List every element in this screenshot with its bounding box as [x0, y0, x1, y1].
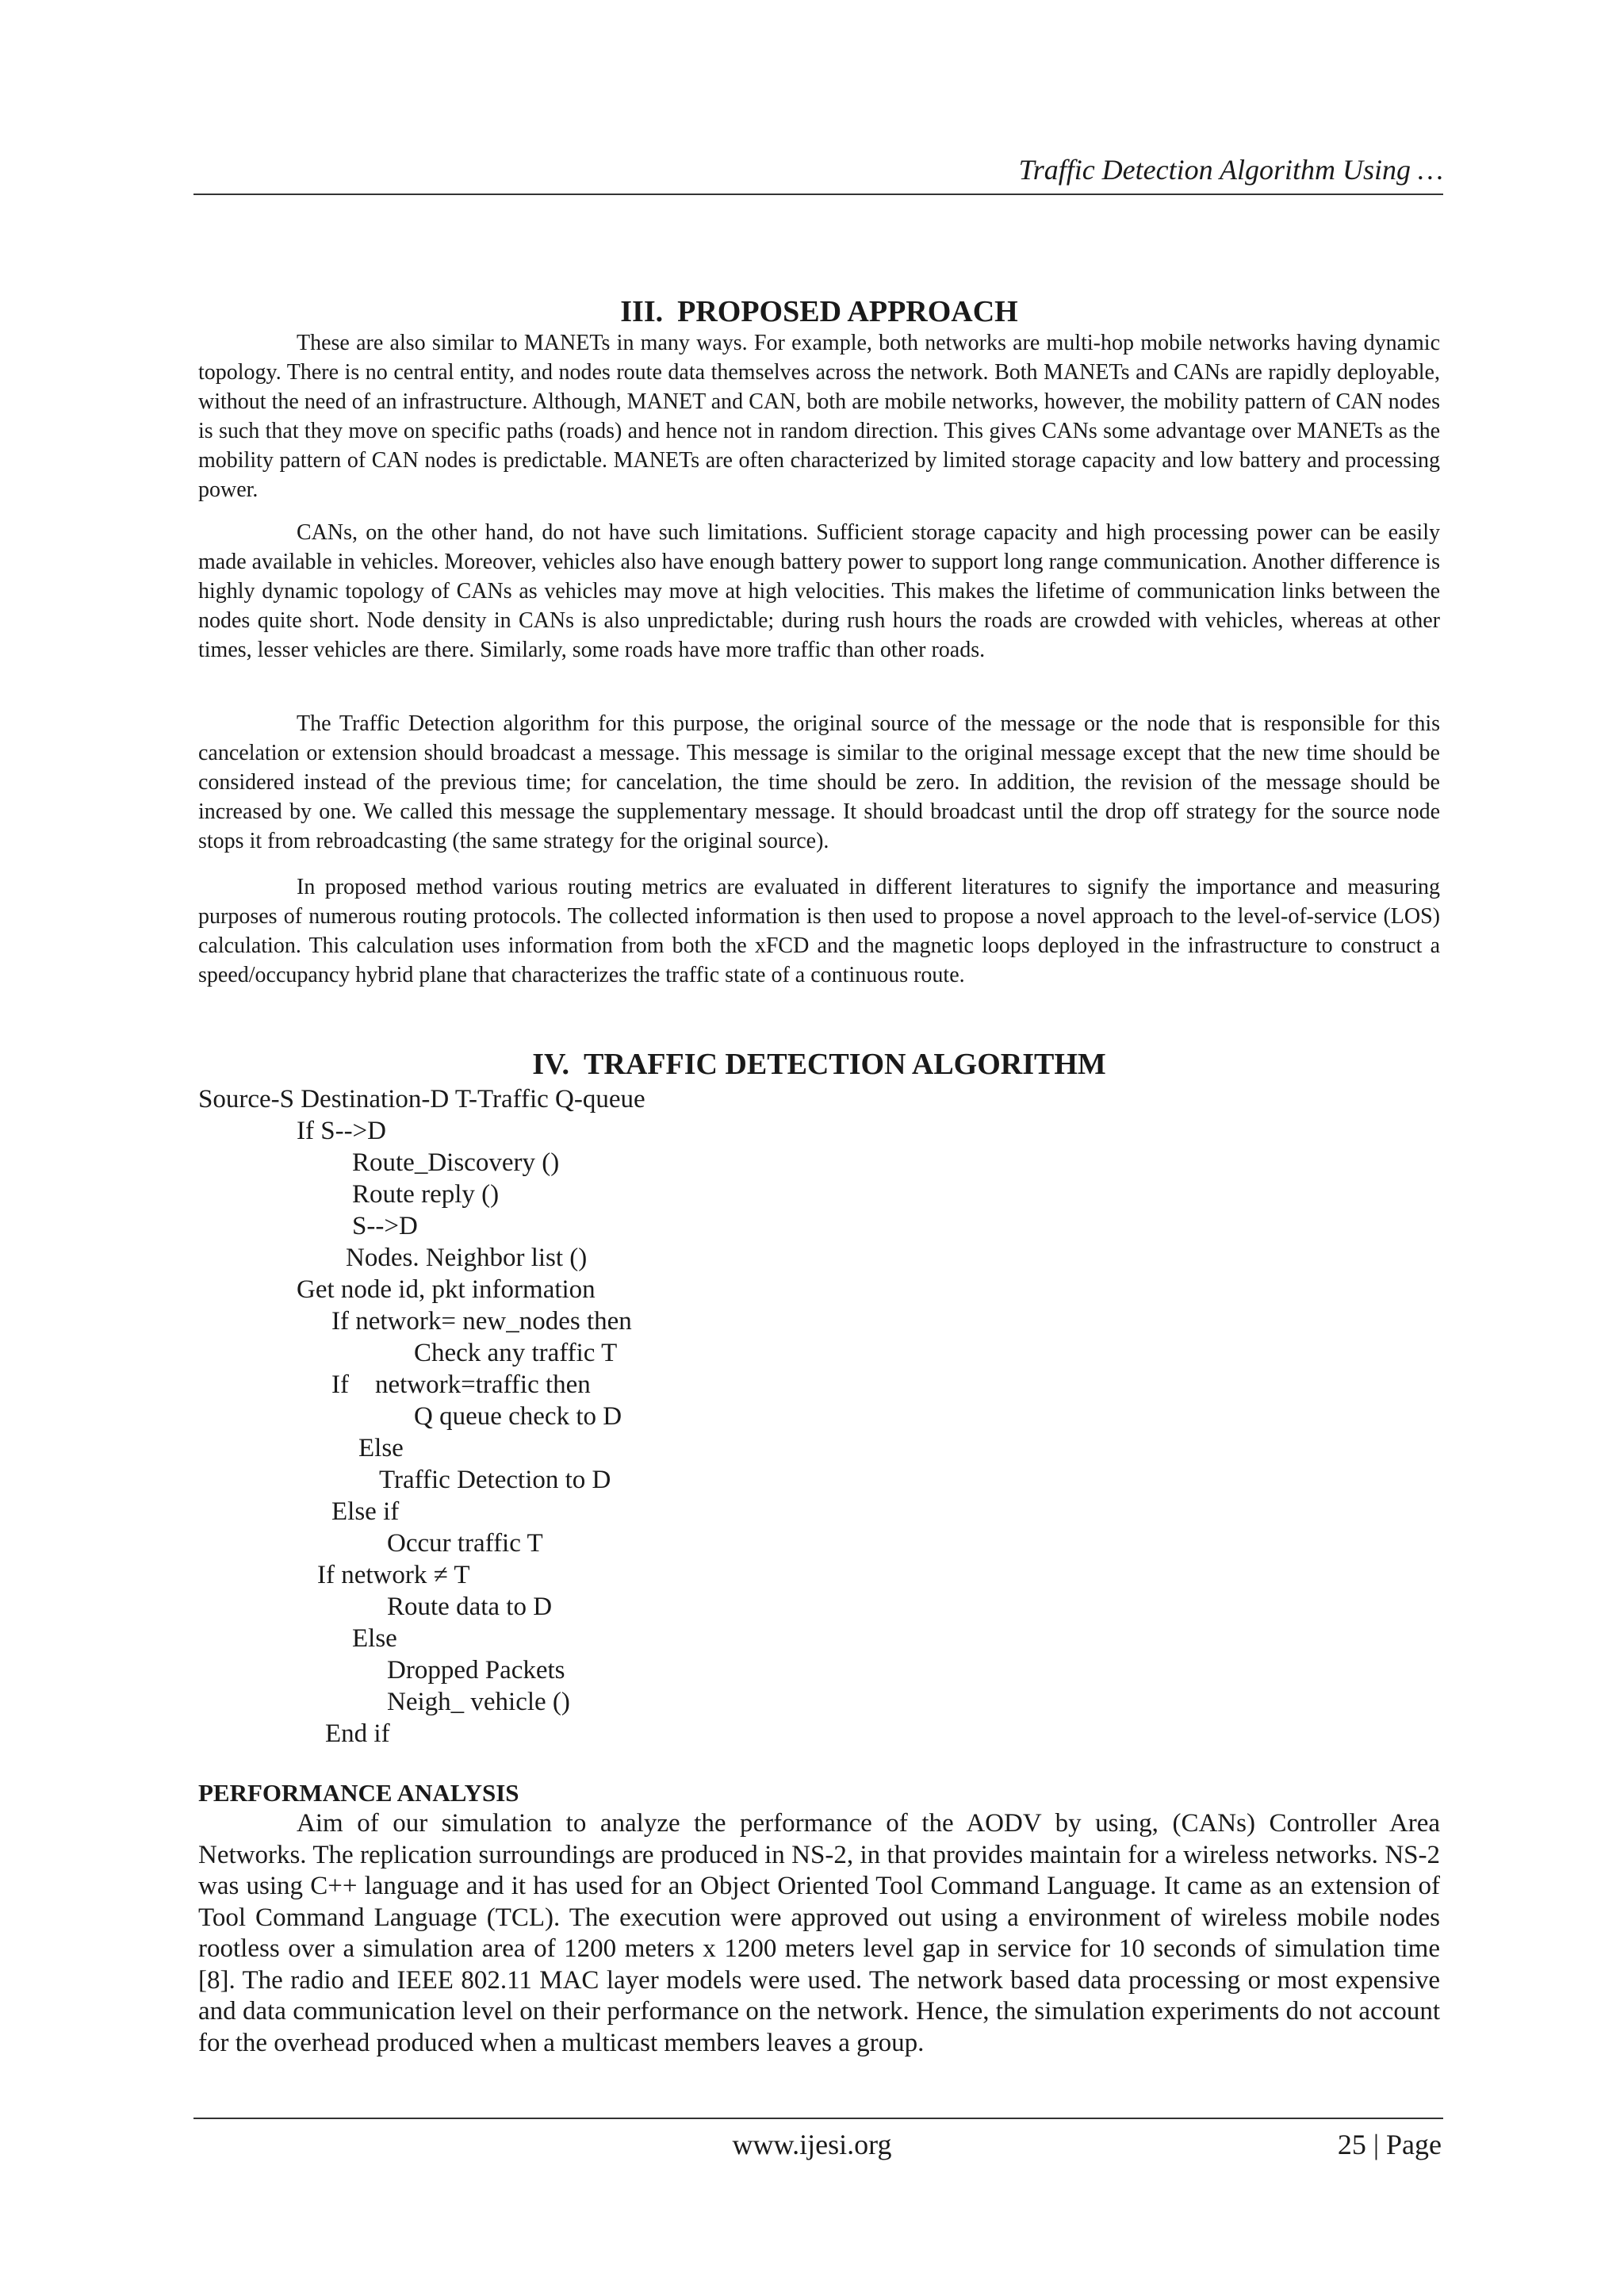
performance-analysis-heading: PERFORMANCE ANALYSIS [198, 1779, 519, 1807]
algorithm-line: If network= new_nodes then [331, 1307, 632, 1336]
algorithm-line: Q queue check to D [414, 1402, 622, 1431]
algorithm-line: Route data to D [387, 1593, 553, 1621]
footer-page-number: 25 | Page [1337, 2129, 1442, 2160]
section-4-title: TRAFFIC DETECTION ALGORITHM [584, 1048, 1106, 1081]
section-3-paragraph-3: The Traffic Detection algorithm for this purpose, the original source of the message or the node that is responsible for this cancelation or extension should broadcast a message. This message is similar to the original message except that the new time should be considered instead of the previous time; for cancelation, the time should be zero. In addition, the revision of the message should be increased by one. We called this message the supplementary message. It should broadcast until the drop off strategy for the source node stops it from rebroadcasting (the same strategy for the original source). [198, 711, 1440, 853]
algorithm-line: Else [358, 1434, 404, 1462]
algorithm-line: Neigh_ vehicle () [387, 1688, 570, 1716]
footer-divider [193, 2118, 1443, 2119]
algorithm-line: Else if [331, 1497, 400, 1526]
algorithm-line: Else [352, 1624, 397, 1653]
algorithm-line: If S-->D [297, 1117, 387, 1145]
algorithm-line: S-->D [352, 1212, 418, 1240]
algorithm-line: Dropped Packets [387, 1656, 565, 1685]
performance-analysis-paragraph: Aim of our simulation to analyze the performance of the AODV by using, (CANs) Controller Area Networks. The replication surroundings are produced in NS-2, in that provides maintain for a wireless networks. NS-2 was using C++ language and it has used for an Object Oriented Tool Command Language. It came as an extension of Tool Command Language (TCL). The execution were approved out using a environment of wireless mobile nodes rootless over a simulation area of 1200 meters x 1200 meters level gap in service for 10 seconds of simulation time [8]. The radio and IEEE 802.11 MAC layer models were used. The network based data processing or most expensive and data communication level on their performance on the network. Hence, the simulation experiments do not account for the overhead produced when a multicast members leaves a group. [198, 1809, 1440, 2057]
algorithm-line: If network=traffic then [331, 1370, 591, 1399]
algorithm-line: Route reply () [352, 1180, 500, 1209]
running-header-title: Traffic Detection Algorithm Using … [1018, 154, 1443, 186]
header-divider [193, 194, 1443, 195]
section-3-heading [198, 297, 1440, 327]
section-4-number: IV. [532, 1048, 570, 1081]
section-3-title: PROPOSED APPROACH [677, 295, 1018, 328]
algorithm-line: Route_Discovery () [352, 1148, 560, 1177]
algorithm-line: If network ≠ T [317, 1561, 470, 1589]
algorithm-line: Occur traffic T [387, 1529, 543, 1558]
section-3-paragraph-2: CANs, on the other hand, do not have such limitations. Sufficient storage capacity and high processing power can be easily made available in vehicles. Moreover, vehicles also have enough battery power to support long range communication. Another difference is highly dynamic topology of CANs as vehicles may move at high velocities. This makes the lifetime of communication links between the nodes quite short. Node density in CANs is also unpredictable; during rush hours the roads are crowded with vehicles, whereas at other times, lesser vehicles are there. Similarly, some roads have more traffic than other roads. [198, 520, 1440, 662]
algorithm-line: Nodes. Neighbor list () [346, 1244, 588, 1272]
algorithm-line: Traffic Detection to D [379, 1466, 611, 1494]
algorithm-line: Source-S Destination-D T-Traffic Q-queue [198, 1085, 645, 1114]
section-4-heading [198, 1049, 1440, 1079]
section-3-paragraph-1: These are also similar to MANETs in many ways. For example, both networks are multi-hop mobile networks having dynamic topology. There is no central entity, and nodes route data themselves across the network. Both MANETs and CANs are rapidly deployable, without the need of an infrastructure. Although, MANET and CAN, both are mobile networks, however, the mobility pattern of CAN nodes is such that they move on specific paths (roads) and hence not in random direction. This gives CANs some advantage over MANETs as the mobility pattern of CAN nodes is predictable. MANETs are often characterized by limited storage capacity and low battery and processing power. [198, 331, 1440, 502]
algorithm-line: Check any traffic T [414, 1339, 618, 1367]
algorithm-line: Get node id, pkt information [297, 1275, 596, 1304]
footer-website: www.ijesi.org [732, 2129, 892, 2160]
algorithm-line: End if [325, 1719, 390, 1748]
section-3-paragraph-4: In proposed method various routing metrics are evaluated in different literatures to signify the importance and measuring purposes of numerous routing protocols. The collected information is then used to propose a novel approach to the level-of-service (LOS) calculation. This calculation uses information from both the xFCD and the magnetic loops deployed in the infrastructure to construct a speed/occupancy hybrid plane that characterizes the traffic state of a continuous route. [198, 875, 1440, 987]
section-3-number: III. [620, 295, 664, 328]
